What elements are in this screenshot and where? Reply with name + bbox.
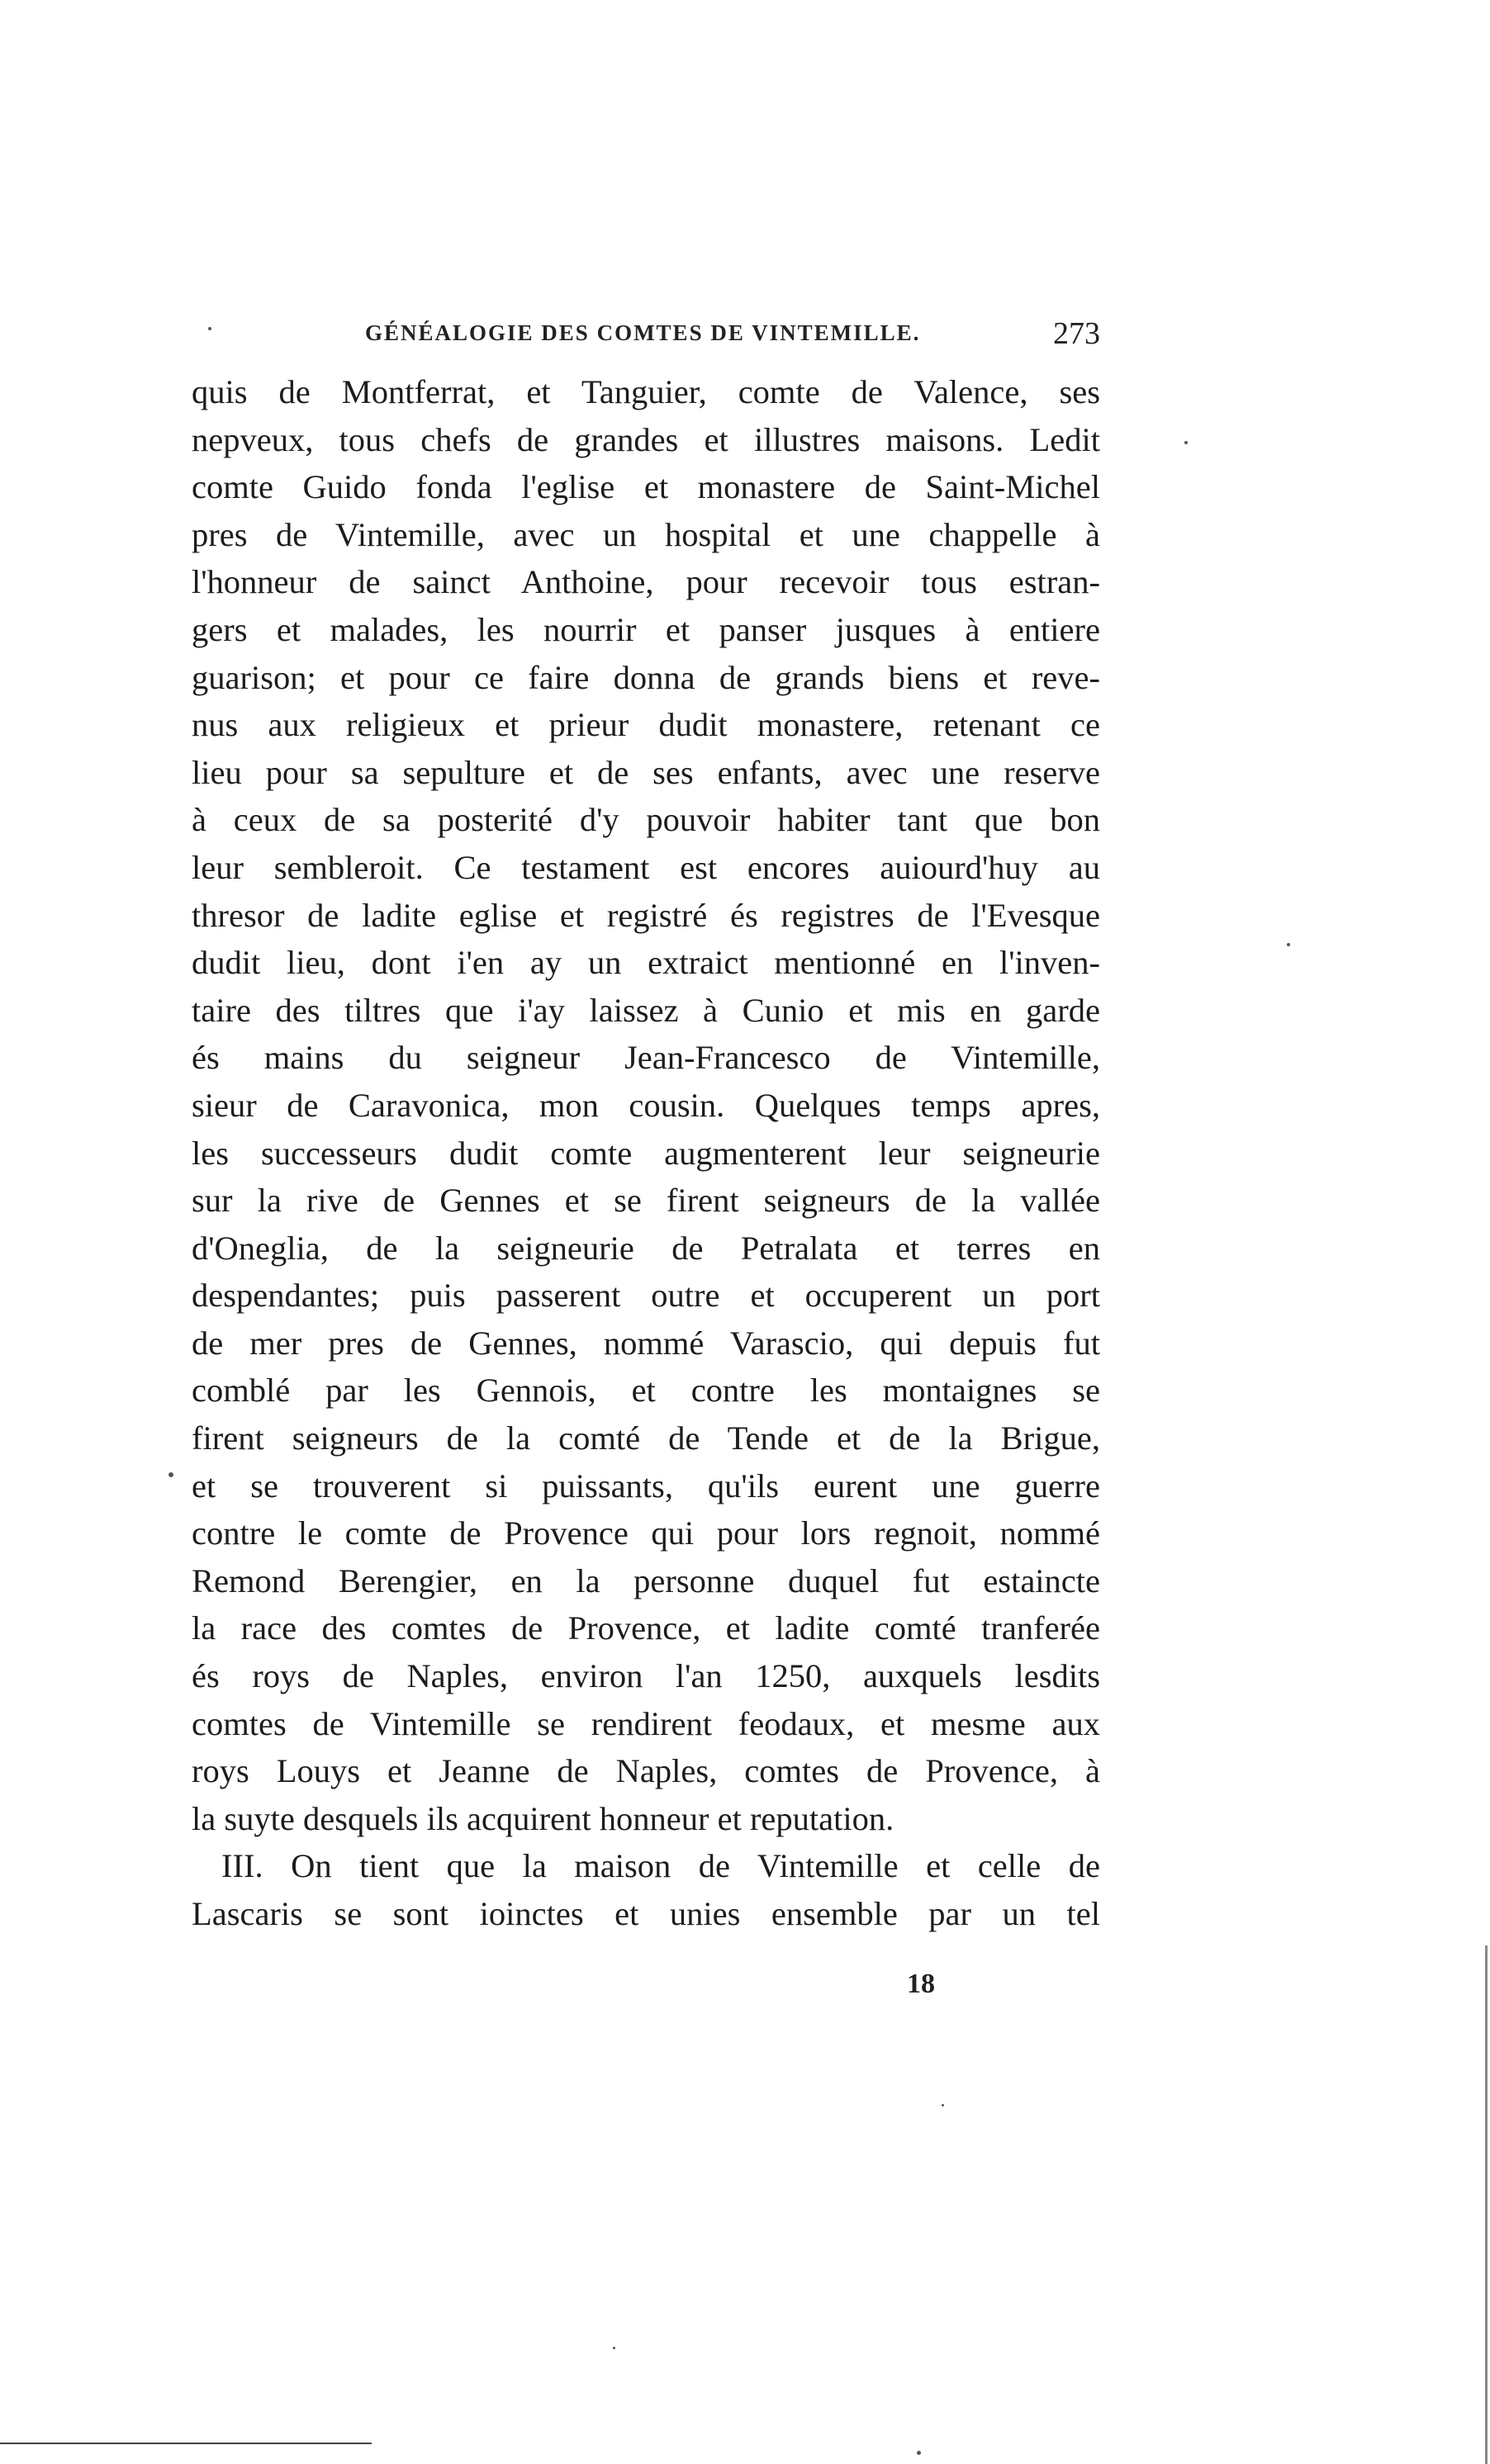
text-line: à ceux de sa posterité d'y pouvoir habiter tant que bon	[192, 801, 1100, 839]
text-line: les successeurs dudit comte augmenterent leur seigneurie	[192, 1134, 1100, 1172]
speck	[613, 2347, 615, 2349]
scan-edge-line	[1485, 1945, 1488, 2464]
text-line: és mains du seigneur Jean-Francesco de Vintemille,	[192, 1039, 1100, 1077]
text-line: comte Guido fonda l'eglise et monastere de Saint-Michel	[192, 468, 1100, 506]
text-line: firent seigneurs de la comté de Tende et de la Brigue,	[192, 1419, 1100, 1457]
text-line: pres de Vintemille, avec un hospital et une chappelle à	[192, 515, 1100, 553]
text-line: leur sembleroit. Ce testament est encores auiourd'huy au	[192, 848, 1100, 886]
text-line: thresor de ladite eglise et registré és registres de l'Evesque	[192, 896, 1100, 934]
text-line: roys Louys et Jeanne de Naples, comtes de Provence, à	[192, 1752, 1100, 1790]
paragraph-start-line: III. On tient que la maison de Vintemille et celle de	[221, 1847, 1100, 1885]
speck	[942, 2104, 944, 2106]
text-line: nepveux, tous chefs de grandes et illustres maisons. Ledit	[192, 420, 1100, 458]
speck	[1184, 441, 1188, 444]
page-number: 273	[1053, 316, 1100, 351]
text-line: gers et malades, les nourrir et panser jusques à entiere	[192, 610, 1100, 648]
signature-mark: 18	[907, 1969, 935, 1999]
text-line: la race des comtes de Provence, et ladite comté tranferée	[192, 1609, 1100, 1647]
text-line: d'Oneglia, de la seigneurie de Petralata et terres en	[192, 1229, 1100, 1267]
text-line: és roys de Naples, environ l'an 1250, auxquels lesdits	[192, 1657, 1100, 1695]
text-line: comtes de Vintemille se rendirent feodaux, et mesme aux	[192, 1704, 1100, 1742]
text-line: taire des tiltres que i'ay laissez à Cunio et mis en garde	[192, 991, 1100, 1029]
text-line: nus aux religieux et prieur dudit monastere, retenant ce	[192, 706, 1100, 744]
body-text	[192, 368, 1100, 1938]
speck	[1287, 943, 1290, 946]
text-line: contre le comte de Provence qui pour lors regnoit, nommé	[192, 1514, 1100, 1552]
text-line: sieur de Caravonica, mon cousin. Quelques temps apres,	[192, 1086, 1100, 1124]
running-head	[192, 317, 1100, 350]
text-line: l'honneur de sainct Anthoine, pour recevoir tous estran-	[192, 563, 1100, 601]
speck	[917, 2451, 921, 2455]
text-line: comblé par les Gennois, et contre les montaignes se	[192, 1372, 1100, 1410]
text-line: et se trouverent si puissants, qu'ils eurent une guerre	[192, 1467, 1100, 1504]
speck	[168, 1472, 173, 1477]
text-line: quis de Montferrat, et Tanguier, comte de Valence, ses	[192, 373, 1100, 410]
text-line: despendantes; puis passerent outre et occuperent un port	[192, 1277, 1100, 1315]
text-line: Remond Berengier, en la personne duquel fut estaincte	[192, 1561, 1100, 1599]
running-title: GÉNÉALOGIE DES COMTES DE VINTEMILLE.	[365, 320, 921, 345]
text-line: dudit lieu, dont i'en ay un extraict mentionné en l'inven-	[192, 944, 1100, 982]
text-line: de mer pres de Gennes, nommé Varascio, qui depuis fut	[192, 1324, 1100, 1362]
text-line: lieu pour sa sepulture et de ses enfants, avec une reserve	[192, 753, 1100, 791]
text-line: Lascaris se sont ioinctes et unies ensemble par un tel	[192, 1895, 1100, 1932]
scan-edge-line	[0, 2443, 372, 2444]
text-line: sur la rive de Gennes et se firent seigneurs de la vallée	[192, 1182, 1100, 1220]
text-line: la suyte desquels ils acquirent honneur et reputation.	[192, 1799, 894, 1837]
text-line: guarison; et pour ce faire donna de grands biens et reve-	[192, 658, 1100, 696]
speck	[208, 327, 211, 330]
